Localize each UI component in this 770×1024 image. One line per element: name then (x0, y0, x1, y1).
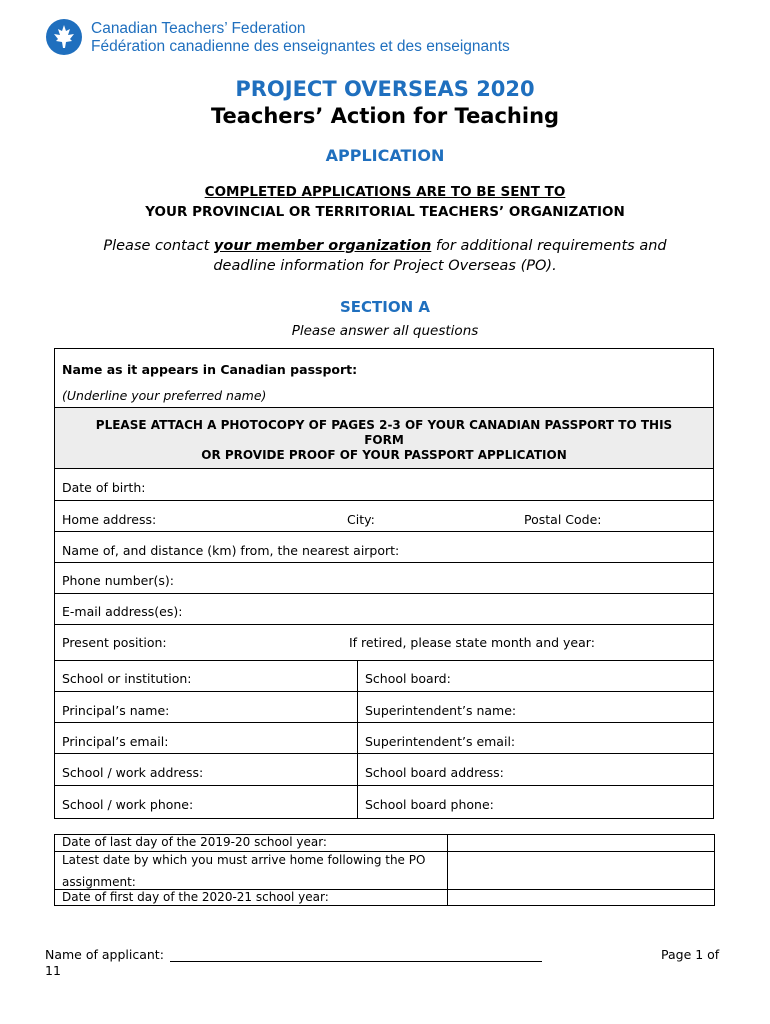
phone-row[interactable] (55, 563, 713, 594)
page-total: 11 (45, 963, 61, 978)
last-day-label: Date of last day of the 2019-20 school year: (55, 835, 448, 851)
city-label: City: (347, 512, 375, 527)
superintendent-email-label: Superintendent’s email: (365, 734, 516, 749)
dob-row[interactable] (55, 469, 713, 501)
contact-line-2: deadline information for Project Overseas (PO). (213, 258, 557, 274)
first-day-input[interactable] (448, 890, 714, 905)
board-phone-label: School board phone: (365, 797, 494, 812)
arrive-home-row (55, 852, 714, 890)
footer-applicant (45, 947, 164, 979)
postal-code-label: Postal Code: (524, 512, 602, 527)
dob-label: Date of birth: (62, 480, 146, 495)
contact-post: for additional requirements and (431, 238, 667, 254)
superintendent-email-cell[interactable] (358, 723, 713, 753)
principal-name-label: Principal’s name: (62, 703, 170, 718)
school-board-cell[interactable] (358, 661, 713, 691)
email-row[interactable] (55, 594, 713, 625)
work-address-cell[interactable] (55, 754, 358, 785)
underline-note: (Underline your preferred name) (62, 388, 267, 403)
contact-instructions (0, 236, 770, 276)
name-of-applicant-label: Name of applicant: (45, 947, 164, 962)
airport-row[interactable] (55, 532, 713, 563)
page-title: PROJECT OVERSEAS 2020 (235, 77, 535, 101)
passport-name-label: Name as it appears in Canadian passport: (62, 362, 358, 377)
send-line-2: YOUR PROVINCIAL OR TERRITORIAL TEACHERS’ ORGANIZATION (145, 204, 625, 220)
principal-email-row (55, 723, 713, 754)
school-label: School or institution: (62, 671, 192, 686)
school-dates-table (54, 834, 715, 906)
superintendent-name-label: Superintendent’s name: (365, 703, 517, 718)
passport-attach-notice (55, 408, 713, 469)
principal-email-label: Principal’s email: (62, 734, 169, 749)
board-address-cell[interactable] (358, 754, 713, 785)
attach-line-2: FORM (364, 433, 404, 447)
first-day-row (55, 890, 714, 905)
email-label: E-mail address(es): (62, 604, 183, 619)
present-position-label: Present position: (62, 635, 167, 650)
work-address-label: School / work address: (62, 765, 204, 780)
school-board-label: School board: (365, 671, 451, 686)
last-day-input[interactable] (448, 835, 714, 851)
work-phone-label: School / work phone: (62, 797, 194, 812)
principal-email-cell[interactable] (55, 723, 358, 753)
superintendent-name-cell[interactable] (358, 692, 713, 722)
arrive-home-line-1: Latest date by which you must arrive home following the PO (62, 853, 426, 867)
applicant-signature-line[interactable] (170, 961, 542, 962)
attach-line-1: PLEASE ATTACH A PHOTOCOPY OF PAGES 2-3 OF YOUR CANADIAN PASSPORT TO THIS (95, 418, 673, 432)
attach-line-3: OR PROVIDE PROOF OF YOUR PASSPORT APPLICATION (201, 448, 567, 462)
retired-label: If retired, please state month and year: (349, 635, 595, 650)
principal-name-row (55, 692, 713, 723)
member-organization-text: your member organization (213, 238, 432, 254)
work-address-row (55, 754, 713, 786)
school-cell[interactable] (55, 661, 358, 691)
page-number: Page 1 of (661, 947, 720, 962)
work-phone-row (55, 786, 713, 818)
answer-all-note: Please answer all questions (291, 323, 479, 339)
section-a-form (54, 348, 714, 819)
arrive-home-input[interactable] (448, 852, 714, 889)
maple-leaf-globe-icon (45, 18, 83, 56)
board-address-label: School board address: (365, 765, 504, 780)
send-instructions (0, 182, 770, 222)
board-phone-cell[interactable] (358, 786, 713, 818)
page-subtitle: Teachers’ Action for Teaching (210, 104, 560, 128)
arrive-home-label (55, 849, 448, 889)
logo-line-french: Fédération canadienne des enseignantes et des enseignants (91, 38, 510, 55)
contact-pre: Please contact (103, 238, 214, 254)
home-address-label: Home address: (62, 512, 157, 527)
passport-name-row[interactable] (55, 349, 713, 408)
phone-label: Phone number(s): (62, 573, 174, 588)
home-address-row[interactable] (55, 501, 713, 532)
application-heading: APPLICATION (325, 146, 445, 165)
first-day-label: Date of first day of the 2020-21 school year: (55, 890, 448, 905)
airport-label: Name of, and distance (km) from, the nearest airport: (62, 543, 400, 558)
logo-line-english: Canadian Teachers’ Federation (91, 20, 306, 37)
arrive-home-line-2: assignment: (62, 875, 136, 889)
school-row (55, 661, 713, 692)
ctf-logo (45, 18, 510, 56)
position-row[interactable] (55, 625, 713, 661)
work-phone-cell[interactable] (55, 786, 358, 818)
section-heading: SECTION A (339, 298, 430, 316)
principal-name-cell[interactable] (55, 692, 358, 722)
send-line-1: COMPLETED APPLICATIONS ARE TO BE SENT TO (204, 184, 566, 200)
